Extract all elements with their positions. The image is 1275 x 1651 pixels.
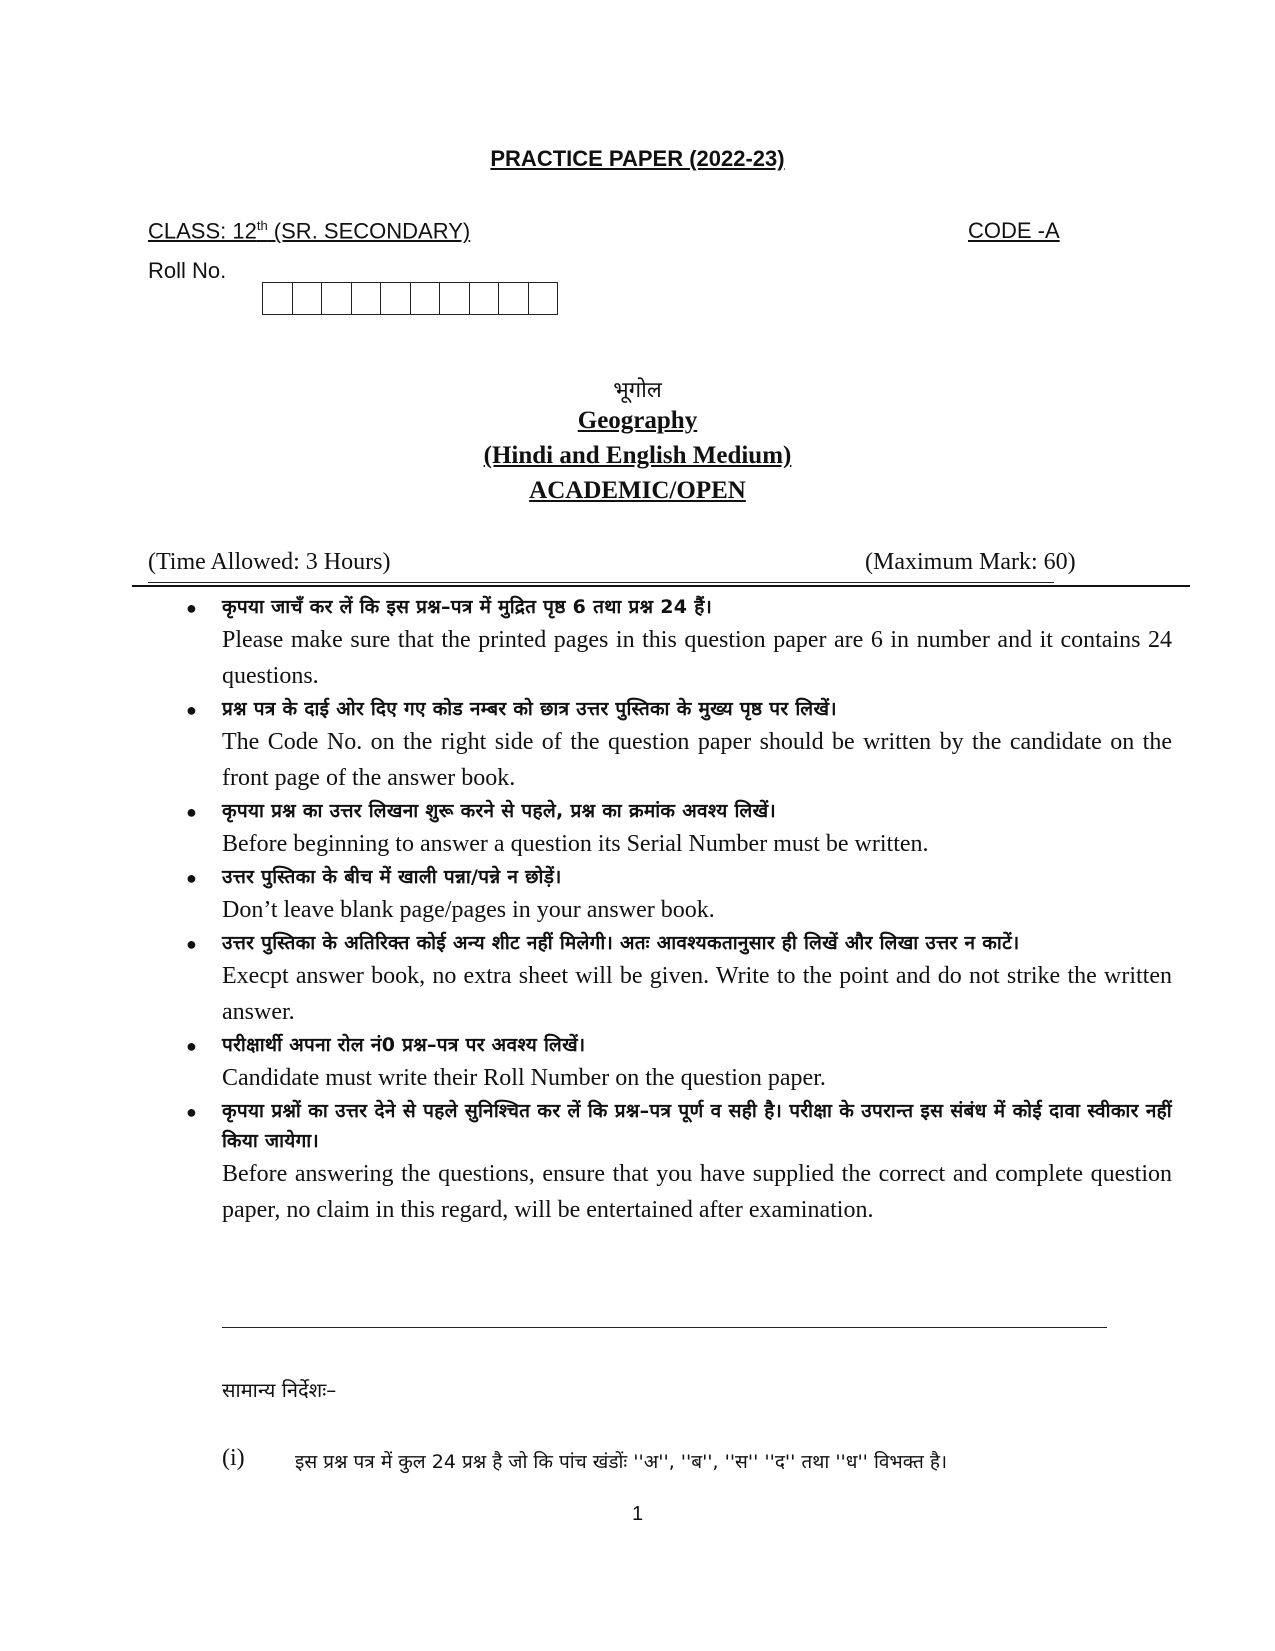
- instruction-hindi: कृपया प्रश्नों का उत्तर देने से पहले सुनिश्चित कर लें कि प्रश्न–पत्र पूर्ण व सही है। परीक्षा के उपरान्त इस संबंध में कोई दावा स्वीकार नहीं किया जायेगा।: [222, 1100, 1172, 1152]
- medium-line: (Hindi and English Medium): [483, 442, 792, 469]
- subject-english: Geography: [577, 407, 698, 434]
- instruction-english: Don’t leave blank page/pages in your answer book.: [222, 897, 715, 923]
- instruction-item: [186, 592, 1172, 694]
- instruction-english: Before answering the questions, ensure that you have supplied the correct and complete question paper, no claim in this regard, will be entertained after examination.: [222, 1161, 1172, 1223]
- subject-hindi: भूगोल: [613, 378, 662, 403]
- roll-number-box: [352, 282, 382, 315]
- roll-number-box: [440, 282, 470, 315]
- class-prefix: CLASS: 12: [148, 218, 257, 244]
- roll-number-boxes: [262, 282, 558, 315]
- bullet-icon: ●: [186, 700, 197, 720]
- bullet-icon: ●: [186, 1036, 197, 1056]
- instruction-hindi: उत्तर पुस्तिका के बीच में खाली पन्ना/पन्ने न छोड़ें।: [222, 866, 562, 888]
- instruction-item: [186, 1030, 1172, 1096]
- instruction-item: [186, 694, 1172, 796]
- instruction-hindi: कृपया प्रश्न का उत्तर लिखना शुरू करने से पहले, प्रश्न का क्रमांक अवश्य लिखें।: [222, 800, 776, 822]
- roll-number-box: [381, 282, 411, 315]
- instruction-english: Please make sure that the printed pages in this question paper are 6 in number and it contains 24 questions.: [222, 627, 1172, 689]
- roll-number-box: [499, 282, 529, 315]
- class-label: [148, 218, 470, 244]
- bullet-icon: ●: [186, 598, 197, 618]
- bullet-icon: ●: [186, 934, 197, 954]
- time-underline: [148, 582, 1054, 583]
- instruction-item: [186, 796, 1172, 862]
- instruction-item: [186, 928, 1172, 1030]
- instruction-item: [186, 862, 1172, 928]
- instruction-hindi: प्रश्न पत्र के दाई ओर दिए गए कोड नम्बर को छात्र उत्तर पुस्तिका के मुख्य पृष्ठ पर लिखें।: [222, 698, 837, 720]
- class-suffix: (SR. SECONDARY): [267, 218, 471, 244]
- bullet-icon: ●: [186, 868, 197, 888]
- time-allowed: (Time Allowed: 3 Hours): [148, 549, 391, 575]
- paper-code: CODE -A: [968, 218, 1060, 243]
- instructions-list: [186, 592, 1172, 1228]
- roll-number-box: [529, 282, 559, 315]
- instruction-english: Before beginning to answer a question its Serial Number must be written.: [222, 831, 929, 857]
- roll-number-box: [293, 282, 323, 315]
- general-instruction-number: (i): [222, 1445, 245, 1471]
- instruction-hindi: कृपया जाचँ कर लें कि इस प्रश्न–पत्र में मुद्रित पृष्ठ 6 तथा प्रश्न 24 हैं।: [222, 596, 713, 618]
- instruction-english: Execpt answer book, no extra sheet will be given. Write to the point and do not strike the written answer.: [222, 963, 1172, 1025]
- instruction-hindi: उत्तर पुस्तिका के अतिरिक्त कोई अन्य शीट नहीं मिलेगी। अतः आवश्यकतानुसार ही लिखें और लिखा उत्तर न काटें।: [222, 932, 1020, 954]
- section-divider: [222, 1327, 1107, 1328]
- roll-number-box: [322, 282, 352, 315]
- bullet-icon: ●: [186, 802, 197, 822]
- instruction-english: Candidate must write their Roll Number on the question paper.: [222, 1065, 826, 1091]
- paper-title: PRACTICE PAPER (2022-23): [490, 146, 785, 171]
- bullet-icon: ●: [186, 1102, 197, 1122]
- horizontal-rule: [132, 585, 1190, 587]
- roll-number-box: [411, 282, 441, 315]
- instruction-english: The Code No. on the right side of the question paper should be written by the candidate on the front page of the answer book.: [222, 729, 1172, 791]
- mode-line: ACADEMIC/OPEN: [529, 477, 746, 504]
- instruction-hindi: परीक्षार्थी अपना रोल नं0 प्रश्न–पत्र पर अवश्य लिखें।: [222, 1034, 586, 1056]
- general-instructions-heading: सामान्य निर्देशः–: [222, 1378, 337, 1402]
- roll-number-label: Roll No.: [148, 258, 227, 283]
- general-instruction-text: इस प्रश्न पत्र में कुल 24 प्रश्न है जो कि पांच खंडोंः ''अ'', ''ब'', ''स'' ''द'' तथा ''ध'' विभक्त है।: [295, 1451, 948, 1473]
- roll-number-box: [263, 282, 293, 315]
- roll-number-box: [470, 282, 500, 315]
- class-superscript: th: [256, 218, 268, 233]
- instruction-item: [186, 1096, 1172, 1228]
- page-number: 1: [631, 1503, 644, 1525]
- maximum-mark: (Maximum Mark: 60): [865, 549, 1076, 575]
